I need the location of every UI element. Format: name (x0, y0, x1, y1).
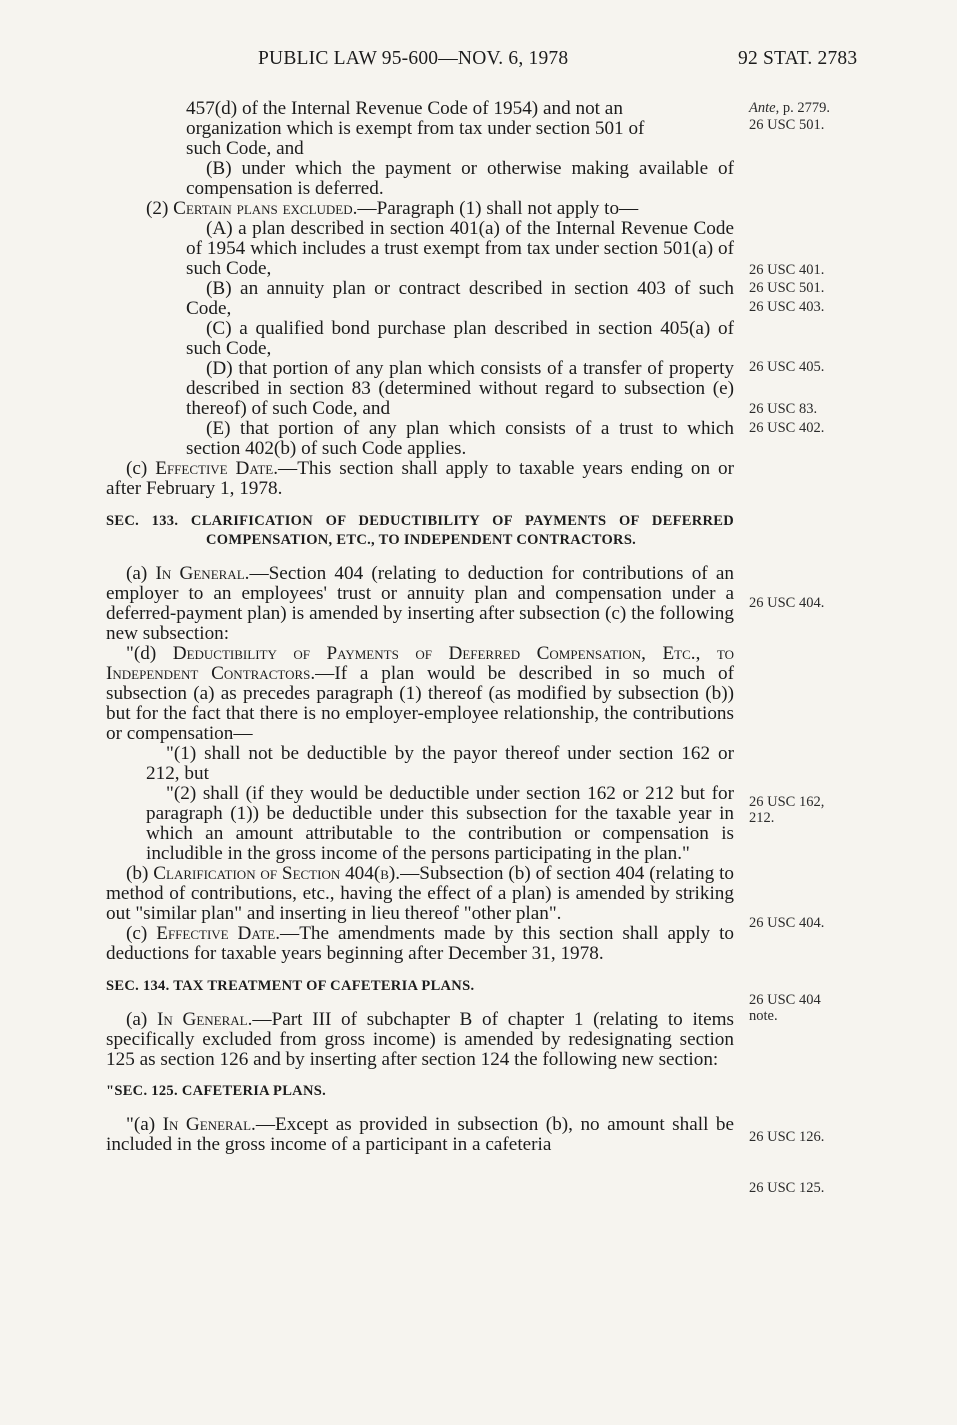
section-125-a (106, 1115, 734, 1155)
sidenote-402: 26 USC 402. (749, 420, 825, 436)
sidenote-501: 26 USC 501. (749, 117, 825, 133)
sidenote-162: 26 USC 162, (749, 794, 825, 810)
section-133-a-text: —Section 404 (relating to deduction for contributions of an employer to an employees' trust or annuity plan and compensation under a deferred-payment plan) is amended by inserting after subsection (c) the following new subsection: (106, 563, 735, 644)
section-133-c-heading: Effective Date. (156, 923, 281, 944)
sidenote-404-note-line1: 26 USC 404 (749, 992, 821, 1008)
paragraph-2-text: —Paragraph (1) shall not apply to— (357, 198, 639, 219)
section-133-d (106, 644, 734, 744)
paragraph-2-number: (2) (146, 198, 169, 219)
section-133-d-1: "(1) shall not be deductible by the payor thereof under section 162 or 212, but (146, 743, 734, 784)
subsection-c-heading: Effective Date. (155, 458, 279, 479)
item-b-deferred: (B) under which the payment or otherwise making available of compensation is deferred. (186, 158, 734, 199)
section-133-c (106, 924, 734, 964)
sidenote-162-212 (749, 794, 824, 826)
section-134-title: TAX TREATMENT OF CAFETERIA PLANS. (173, 978, 475, 994)
sidenote-ante-italic: Ante (749, 100, 776, 116)
paragraph-2-heading: Certain plans excluded. (173, 198, 358, 219)
subsection-c-effective-date (106, 459, 734, 499)
section-133-c-number: (c) (126, 923, 148, 944)
paragraph-2 (106, 199, 734, 219)
section-134-heading (106, 977, 734, 996)
continued-line-1: 457(d) of the Internal Revenue Code of 1954) and not an (186, 98, 623, 119)
item-e-402: (E) that portion of any plan which consists of a trust to which section 402(b) of such Code applies. (186, 418, 734, 459)
section-134-a-number: (a) (126, 1009, 148, 1030)
section-125-a-text: —Except as provided in subsection (b), no amount shall be included in the gross income of a participant in a cafeteria (106, 1114, 734, 1155)
sidenote-404-b: 26 USC 404. (749, 915, 825, 931)
section-133-d-heading: Deductibility of Payments of Deferred Compensation, Etc., to Independent Contractors. (106, 643, 734, 684)
section-134-a-heading: In General. (157, 1009, 253, 1030)
subsection-c-number: (c) (126, 458, 148, 479)
section-133-d-number: "(d) (126, 643, 157, 664)
sidenote-212: 212. (749, 810, 775, 826)
sidenote-501a: 26 USC 501. (749, 280, 825, 296)
section-133-b-number: (b) (126, 863, 149, 884)
sidenote-401: 26 USC 401. (749, 262, 825, 278)
section-133-a-heading: In General. (155, 563, 250, 584)
sidenote-404-a: 26 USC 404. (749, 595, 825, 611)
sidenote-125: 26 USC 125. (749, 1180, 825, 1196)
subsection-c-text: —This section shall apply to taxable years ending on or after February 1, 1978. (106, 458, 735, 499)
sidenote-ante-page: , p. 2779. (775, 100, 830, 116)
section-133-a-number: (a) (126, 563, 148, 584)
section-133-heading (106, 512, 734, 550)
section-133-title: CLARIFICATION OF DEDUCTIBILITY OF PAYMENTS OF DEFERRED COMPENSATION, ETC., TO INDEPENDENT CONTRACTORS. (190, 513, 734, 548)
item-d-83: (D) that portion of any plan which consists of a transfer of property described in section 83 (determined without regard to subsection (e) thereof) of such Code, and (186, 358, 734, 419)
section-133-d-text: —If a plan would be described in so much of subsection (a) as precedes paragraph (1) thereof (as modified by subsection (b)) but for the fact that there is no employer-employee relationship, the contributions or compensation— (106, 663, 734, 744)
statute-text (106, 99, 734, 1155)
item-a-401: (A) a plan described in section 401(a) of the Internal Revenue Code of 1954 which includes a trust exempt from tax under section 501(a) of such Code, (186, 218, 734, 279)
section-133-b-text: —Subsection (b) of section 404 (relating to method of contributions, etc., having the effect of a plan) is amended by striking out "similar plan" and inserting in lieu thereof "other plan". (106, 863, 734, 924)
item-c-405: (C) a qualified bond purchase plan described in section 405(a) of such Code, (186, 318, 734, 359)
sidenote-ante (749, 100, 830, 116)
section-133-c-text: —The amendments made by this section shall apply to deductions for taxable years beginning after December 31, 1978. (106, 923, 734, 964)
continued-line-2: organization which is exempt from tax under section 501 of (186, 118, 645, 139)
section-133-b-heading: Clarification of Section 404(b). (153, 863, 401, 884)
section-134-number: SEC. 134. (106, 978, 170, 994)
running-header-title: PUBLIC LAW 95-600—NOV. 6, 1978 (258, 48, 569, 69)
continued-line-3: such Code, and (186, 138, 304, 159)
item-b-403: (B) an annuity plan or contract described in section 403 of such Code, (186, 278, 734, 319)
sidenote-403: 26 USC 403. (749, 299, 825, 315)
sidenote-83: 26 USC 83. (749, 401, 818, 417)
section-134-a-text: —Part III of subchapter B of chapter 1 (relating to items specifically excluded from gross income) is amended by redesignating section 125 as section 126 and by inserting after section 124 the following new section: (106, 1009, 735, 1070)
section-125-title: CAFETERIA PLANS. (181, 1083, 327, 1099)
section-125-heading (106, 1082, 734, 1101)
section-125-number: "SEC. 125. (106, 1083, 178, 1099)
section-125-a-heading: In General. (162, 1114, 256, 1135)
sidenote-405: 26 USC 405. (749, 359, 825, 375)
section-134-a (106, 1010, 734, 1070)
section-133-number: SEC. 133. (106, 513, 179, 529)
section-133-a (106, 564, 734, 644)
sidenote-404-note (749, 992, 821, 1024)
section-133-d-2: "(2) shall (if they would be deductible under section 162 or 212 but for paragraph (1)) be deductible under this subsection for the taxable year in which an amount attributable to the contribution or compensation is includible in the gross income of the persons participating in the plan." (146, 783, 734, 864)
running-header-stat-page: 92 STAT. 2783 (738, 48, 858, 69)
sidenote-404-note-line2: note. (749, 1008, 778, 1024)
sidenote-126: 26 USC 126. (749, 1129, 825, 1145)
section-125-a-number: "(a) (126, 1114, 156, 1135)
section-133-b (106, 864, 734, 924)
